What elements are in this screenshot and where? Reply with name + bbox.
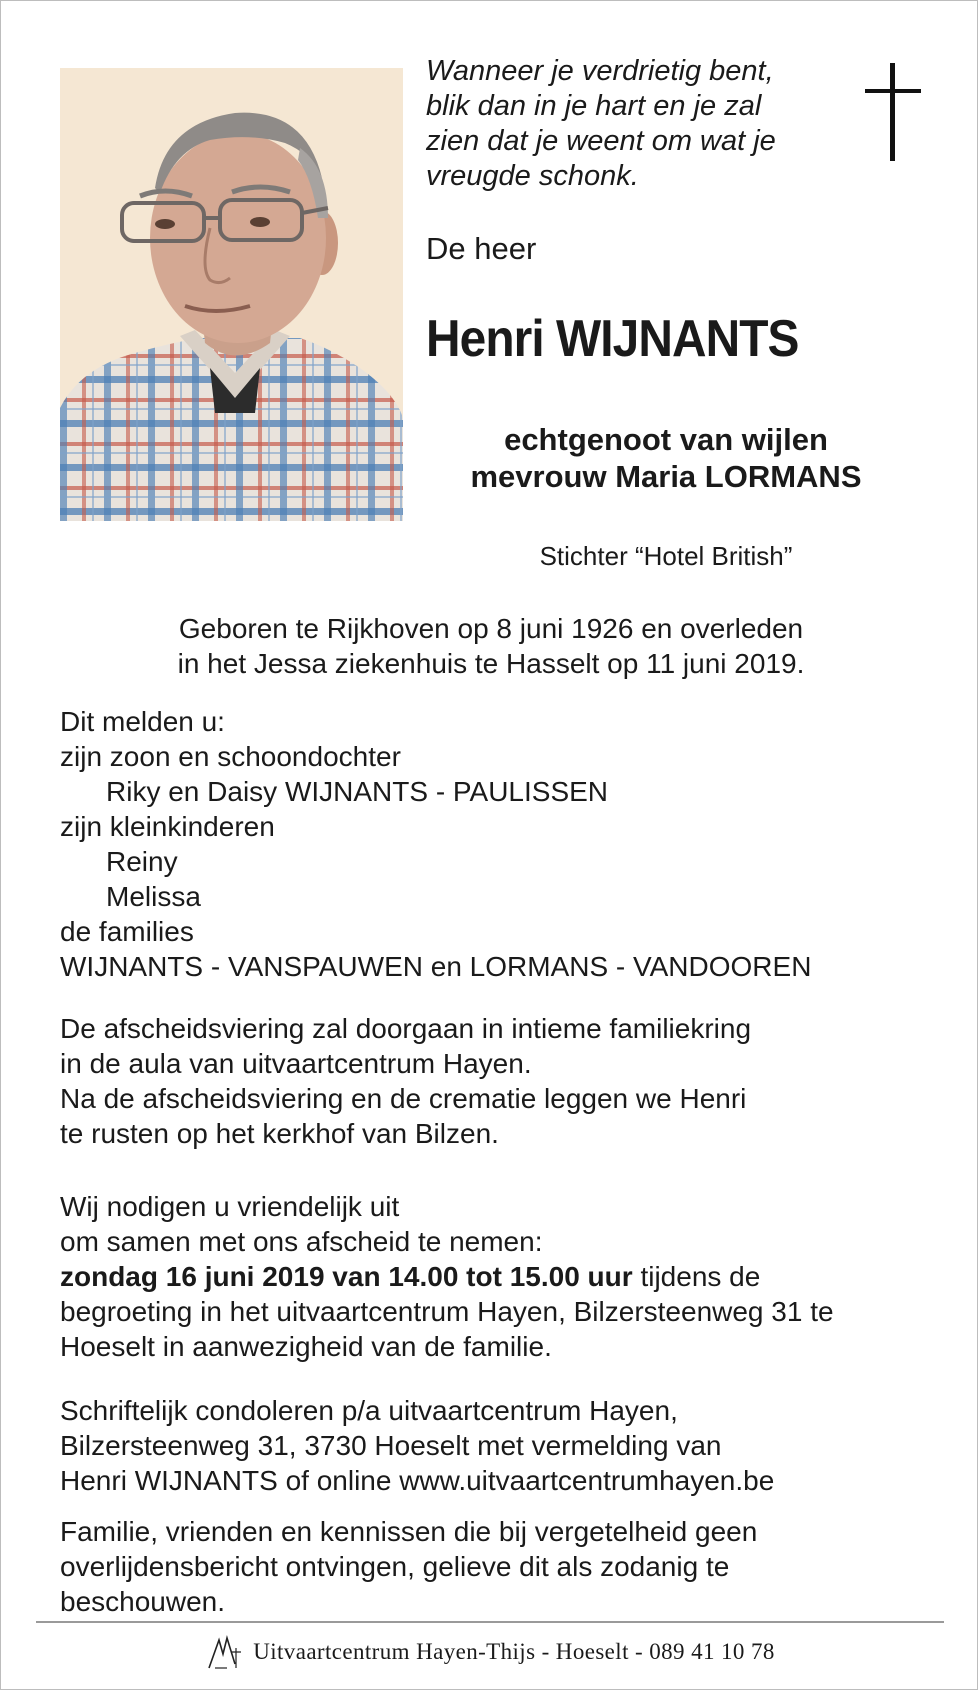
ceremony-line: te rusten op het kerkhof van Bilzen. [60, 1118, 499, 1149]
poem-line: blik dan in je hart en je zal [426, 90, 762, 122]
invite-date-line [60, 1259, 940, 1294]
notice-line: beschouwen. [60, 1586, 226, 1617]
notice-line: Familie, vrienden en kennissen die bij vergetelheid geen [60, 1516, 758, 1547]
condolence-line: Schriftelijk condoleren p/a uitvaartcentrum Hayen, [60, 1395, 678, 1426]
grandchild-name: Melissa [106, 881, 201, 912]
footer-text: Uitvaartcentrum Hayen-Thijs - Hoeselt - 089 41 10 78 [253, 1639, 775, 1664]
grandchildren-label: zijn kleinkinderen [60, 811, 275, 842]
ceremony-info [60, 1011, 940, 1151]
condolence-line: Bilzersteenweg 31, 3730 Hoeselt met vermelding van [60, 1430, 722, 1461]
condolence-info [60, 1393, 940, 1498]
ceremony-line: Na de afscheidsviering en de crematie leggen we Henri [60, 1083, 747, 1114]
footer-divider [36, 1621, 944, 1623]
salutation: De heer [426, 231, 537, 266]
portrait-photo [60, 68, 403, 521]
family-intro: Dit melden u: [60, 706, 225, 737]
invite-line: begroeting in het uitvaartcentrum Hayen, Bilzersteenweg 31 te [60, 1296, 834, 1327]
family-list [60, 704, 940, 984]
founder-note: Stichter “Hotel British” [539, 541, 793, 571]
families-label: de families [60, 916, 194, 947]
poem [426, 54, 846, 194]
poem-line: vreugde schonk. [426, 160, 639, 192]
spouse-line: echtgenoot van wijlen [504, 422, 828, 457]
invitation [60, 1189, 940, 1364]
invite-line: om samen met ons afscheid te nemen: [60, 1226, 543, 1257]
cross-icon [863, 63, 923, 161]
birth-death-info [61, 611, 921, 681]
ceremony-line: De afscheidsviering zal doorgaan in intieme familiekring [60, 1013, 752, 1044]
invite-after-date: tijdens de [632, 1261, 761, 1292]
invite-line: Hoeselt in aanwezigheid van de familie. [60, 1331, 552, 1362]
poem-line: zien dat je weent om wat je [426, 125, 776, 157]
son-names: Riky en Daisy WIJNANTS - PAULISSEN [106, 776, 609, 807]
notice-line: overlijdensbericht ontvingen, gelieve dit als zodanig te [60, 1551, 730, 1582]
hayen-logo-icon [205, 1634, 245, 1670]
poem-line: Wanneer je verdrietig bent, [426, 55, 774, 87]
families-names: WIJNANTS - VANSPAUWEN en LORMANS - VANDOOREN [60, 951, 812, 982]
spouse-line: mevrouw Maria LORMANS [470, 459, 862, 494]
ceremony-line: in de aula van uitvaartcentrum Hayen. [60, 1048, 532, 1079]
birth-line: in het Jessa ziekenhuis te Hasselt op 11 juni 2019. [177, 648, 805, 679]
visitation-date: zondag 16 juni 2019 van 14.00 tot 15.00 uur [60, 1261, 633, 1292]
grandchild-name: Reiny [106, 846, 178, 877]
spouse-info [426, 421, 906, 495]
birth-line: Geboren te Rijkhoven op 8 juni 1926 en overleden [178, 613, 804, 644]
footer [1, 1634, 978, 1674]
closing-notice [60, 1514, 940, 1619]
son-label: zijn zoon en schoondochter [60, 741, 401, 772]
deceased-name: Henri WIJNANTS [426, 310, 799, 368]
condolence-line: Henri WIJNANTS of online www.uitvaartcentrumhayen.be [60, 1465, 775, 1496]
invite-line: Wij nodigen u vriendelijk uit [60, 1191, 400, 1222]
